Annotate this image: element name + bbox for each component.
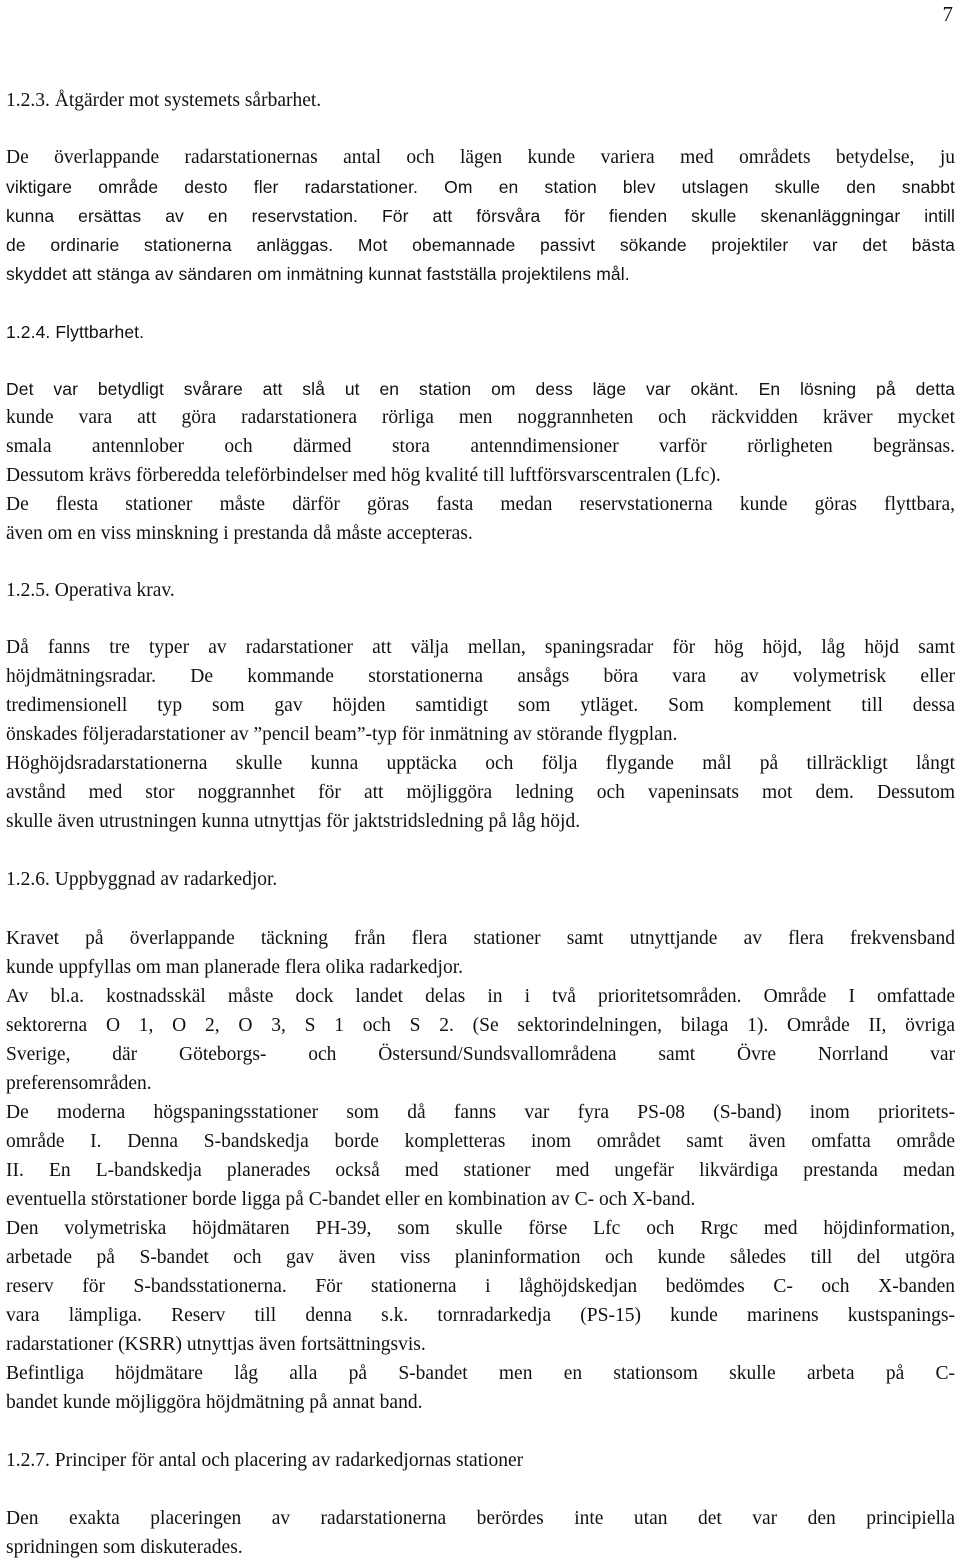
paragraph-line: preferensområden. bbox=[6, 1073, 152, 1094]
section-heading-1-2-4: 1.2.4. Flyttbarhet. bbox=[6, 322, 145, 342]
paragraph-line: De överlappande radarstationernas antal och lägen kunde variera med områdets betydelse, ju bbox=[6, 147, 955, 168]
paragraph-line: Sverige, där Göteborgs- och Östersund/Sundsvallområdena samt Övre Norrland var bbox=[6, 1044, 955, 1065]
paragraph-line: skulle även utrustningen kunna utnyttjas för jaktstridsledning på låg höjd. bbox=[6, 811, 581, 832]
paragraph-line: skyddet att stänga av sändaren om inmätning kunnat fastställa projektilens mål. bbox=[6, 264, 630, 284]
section-heading-1-2-7: 1.2.7. Principer för antal och placering av radarkedjornas stationer bbox=[6, 1450, 524, 1471]
paragraph-line: vara lämpliga. Reserv till denna s.k. tornradarkedja (PS-15) kunde marinens kustspanings- bbox=[6, 1305, 955, 1326]
paragraph-line: smala antennlober och därmed stora antenndimensioner varför rörligheten begränsas. bbox=[6, 436, 955, 457]
paragraph-line: Den volymetriska höjdmätaren PH-39, som skulle förse Lfc och Rrgc med höjdinformation, bbox=[6, 1218, 955, 1239]
paragraph-line: Då fanns tre typer av radarstationer att välja mellan, spaningsradar för hög höjd, låg höjd samt bbox=[6, 637, 955, 658]
paragraph-line: tredimensionell typ som gav höjden samtidigt som ytläget. Som komplement till dessa bbox=[6, 695, 955, 716]
paragraph-line: område I. Denna S-bandskedja borde kompletteras inom området samt även omfatta område bbox=[6, 1131, 955, 1152]
paragraph-line: arbetade på S-bandet och gav även viss planinformation och kunde således till del utgöra bbox=[6, 1247, 955, 1268]
paragraph-line: kunde uppfyllas om man planerade flera olika radarkedjor. bbox=[6, 957, 463, 978]
paragraph-line: sektorerna O 1, O 2, O 3, S 1 och S 2. (Se sektorindelningen, bilaga 1). Område II, övriga bbox=[6, 1015, 955, 1036]
section-heading-1-2-6: 1.2.6. Uppbyggnad av radarkedjor. bbox=[6, 869, 278, 890]
paragraph-line: Det var betydligt svårare att slå ut en station om dess läge var okänt. En lösning på detta bbox=[6, 379, 955, 399]
paragraph-line: kunde vara att göra radarstationera rörliga men noggrannheten och räckvidden kräver mycket bbox=[6, 407, 955, 428]
paragraph-line: Kravet på överlappande täckning från flera stationer samt utnyttjande av flera frekvensband bbox=[6, 928, 955, 949]
paragraph-line: II. En L-bandskedja planerades också med stationer med ungefär likvärdiga prestanda medan bbox=[6, 1160, 955, 1181]
paragraph-line: Befintliga höjdmätare låg alla på S-bandet men en stationsom skulle arbeta på C- bbox=[6, 1363, 955, 1384]
paragraph-line: eventuella störstationer borde ligga på C-bandet eller en kombination av C- och X-band. bbox=[6, 1189, 696, 1210]
paragraph-line: kunna ersättas av en reservstation. För att försvåra för fienden skulle skenanläggningar intill bbox=[6, 206, 955, 226]
section-heading-1-2-5: 1.2.5. Operativa krav. bbox=[6, 580, 175, 601]
paragraph-line: höjdmätningsradar. De kommande storstationerna ansågs böra vara av volymetrisk eller bbox=[6, 666, 955, 687]
paragraph-line: De moderna högspaningsstationer som då fanns var fyra PS-08 (S-band) inom prioritets- bbox=[6, 1102, 955, 1123]
paragraph-line: Höghöjdsradarstationerna skulle kunna upptäcka och följa flygande mål på tillräckligt långt bbox=[6, 753, 955, 774]
paragraph-line: önskades följeradarstationer av ”pencil beam”-typ för inmätning av störande flygplan. bbox=[6, 724, 678, 745]
paragraph-line: de ordinarie stationerna anläggas. Mot obemannade passivt sökande projektiler var det bästa bbox=[6, 235, 955, 255]
page-number: 7 bbox=[942, 2, 953, 26]
section-heading-1-2-3: 1.2.3. Åtgärder mot systemets sårbarhet. bbox=[6, 90, 322, 111]
paragraph-line: reserv för S-bandsstationerna. För stationerna i låghöjdskedjan bedömdes C- och X-banden bbox=[6, 1276, 955, 1297]
paragraph-line: spridningen som diskuterades. bbox=[6, 1537, 243, 1558]
paragraph-line: Dessutom krävs förberedda teleförbindelser med hög kvalité till luftförsvarscentralen (Lfc). bbox=[6, 465, 721, 486]
paragraph-line: Av bl.a. kostnadsskäl måste dock landet delas in i två prioritetsområden. Område I omfattade bbox=[6, 986, 955, 1007]
paragraph-line: viktigare område desto fler radarstationer. Om en station blev utslagen skulle den snabbt bbox=[6, 177, 955, 197]
paragraph-line: De flesta stationer måste därför göras fasta medan reservstationerna kunde göras flyttbara, bbox=[6, 494, 955, 515]
paragraph-line: Den exakta placeringen av radarstationerna berördes inte utan det var den principiella bbox=[6, 1508, 955, 1529]
paragraph-line: bandet kunde möjliggöra höjdmätning på annat band. bbox=[6, 1392, 423, 1413]
paragraph-line: även om en viss minskning i prestanda då måste accepteras. bbox=[6, 523, 473, 544]
paragraph-line: avstånd med stor noggrannhet för att möjliggöra ledning och vapeninsats mot dem. Dessutom bbox=[6, 782, 955, 803]
paragraph-line: radarstationer (KSRR) utnyttjas även fortsättningsvis. bbox=[6, 1334, 426, 1355]
